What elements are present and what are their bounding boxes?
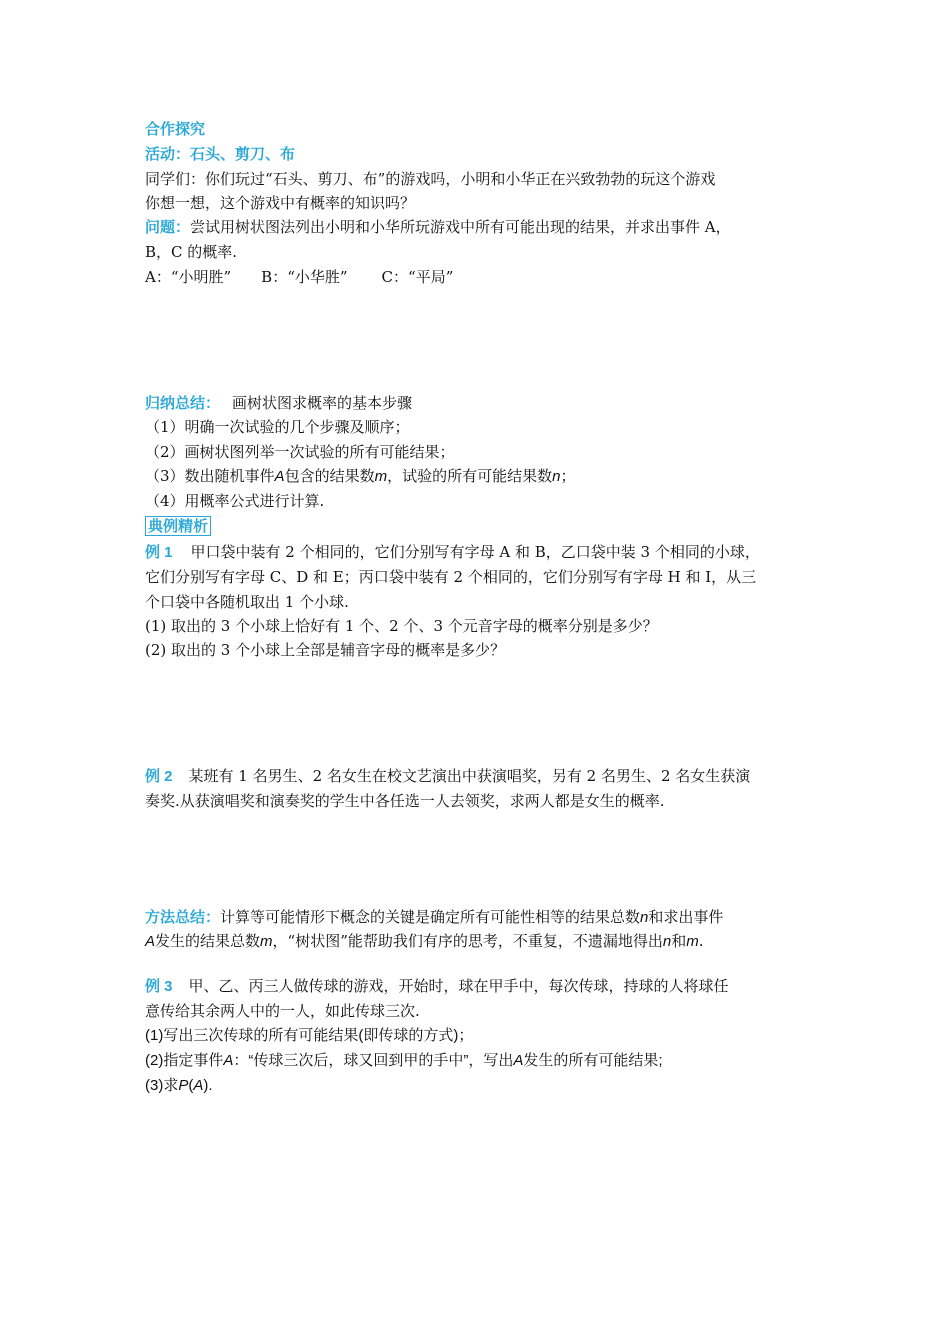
events-line xyxy=(145,266,810,288)
step3-var-a: A xyxy=(274,468,285,485)
step3-var-m: m xyxy=(374,468,388,485)
example1-line-3: 个口袋中各随机取出 1 个小球. xyxy=(145,593,349,611)
example3-line-2: 意传给其余两人中的一人，如此传球三次. xyxy=(145,1002,420,1020)
method-var-m2: m xyxy=(686,933,699,950)
example3-q2-text-c: 发生的所有可能结果; xyxy=(523,1052,663,1069)
summary-label: 归纳总结： xyxy=(145,394,221,412)
step3-text-b: 包含的结果数 xyxy=(284,467,375,485)
method-label: 方法总结： xyxy=(145,908,221,926)
step3-var-n: n xyxy=(552,468,561,485)
summary-title: 画树状图求概率的基本步骤 xyxy=(232,394,413,412)
example3-line-1 xyxy=(145,975,810,998)
method-text-2c: 和 xyxy=(671,932,687,950)
summary-step-2: （2）画树状图列举一次试验的所有可能结果； xyxy=(145,443,455,461)
example1-line-1 xyxy=(145,541,810,564)
method-var-a: A xyxy=(145,933,156,950)
method-var-m: m xyxy=(260,933,273,950)
intro-line-1: 同学们：你们玩过“石头、剪刀、布”的游戏吗，小明和小华正在兴致勃勃的玩这个游戏 xyxy=(145,170,716,188)
method-text-2b: ，“树状图”能帮助我们有序的思考，不重复，不遗漏地得出 xyxy=(272,932,663,950)
example2-line-2: 奏奖.从获演唱奖和演奏奖的学生中各任选一人去领奖，求两人都是女生的概率. xyxy=(145,792,665,810)
examples-header: 典例精析 xyxy=(145,516,211,536)
step3-text-a: （3）数出随机事件 xyxy=(145,467,275,485)
method-text-1a: 计算等可能情形下概念的关键是确定所有可能性相等的结果总数 xyxy=(220,908,641,926)
question-line-1 xyxy=(145,216,810,238)
example2-text-1: 某班有 1 名男生、2 名女生在校文艺演出中获演唱奖，另有 2 名男生、2 名女生获演 xyxy=(188,767,751,785)
example3-q2-var-a2: A xyxy=(513,1052,524,1069)
question-line-2: B，C 的概率. xyxy=(145,243,238,261)
activity-title: 活动：石头、剪刀、布 xyxy=(145,145,296,163)
section-title: 合作探究 xyxy=(145,120,206,138)
event-c: C：“平局” xyxy=(381,268,454,286)
example1-question-2: (2) 取出的 3 个小球上全部是辅音字母的概率是多少？ xyxy=(145,641,506,659)
example3-q3-var-p: P xyxy=(178,1077,189,1094)
example1-label: 例 1 xyxy=(145,544,173,561)
method-text-2d: . xyxy=(698,932,704,950)
example3-q2-var-a: A xyxy=(223,1052,234,1069)
example2-line-1 xyxy=(145,765,810,788)
examples-header-row xyxy=(145,515,810,537)
example3-q2-text-b: ：“传球三次后，球又回到甲的手中”，写出 xyxy=(233,1052,514,1069)
example3-question-3 xyxy=(145,1075,810,1097)
question-text: 尝试用树状图法列出小明和小华所玩游戏中所有可能出现的结果，并求出事件 A， xyxy=(190,218,731,236)
question-label: 问题： xyxy=(145,218,191,236)
example3-q3-var-a: A xyxy=(193,1077,204,1094)
example1-line-2: 它们分别写有字母 C、D 和 E；丙口袋中装有 2 个相同的，它们分别写有字母 H 和 I，从三 xyxy=(145,568,757,586)
step3-text-d: ； xyxy=(560,467,576,485)
example1-text-1: 甲口袋中装有 2 个相同的，它们分别写有字母 A 和 B，乙口袋中装 3 个相同的小球， xyxy=(190,543,760,561)
event-b: B：“小华胜” xyxy=(261,268,348,286)
example3-q2-text-a: (2)指定事件 xyxy=(145,1052,224,1069)
summary-step-3 xyxy=(145,465,810,488)
summary-step-4: （4）用概率公式进行计算. xyxy=(145,492,325,510)
method-var-n: n xyxy=(640,909,649,926)
event-a: A：“小明胜” xyxy=(145,268,232,286)
example3-question-1: (1)写出三次传球的所有可能结果(即传球的方式)； xyxy=(145,1027,474,1044)
example3-q3-text-a: (3)求 xyxy=(145,1077,179,1094)
method-line-1 xyxy=(145,906,810,929)
summary-step-1: （1）明确一次试验的几个步骤及顺序； xyxy=(145,418,410,436)
example3-q3-text-c: ). xyxy=(203,1077,213,1094)
example3-label: 例 3 xyxy=(145,978,173,995)
method-line-2 xyxy=(145,930,810,953)
summary-heading xyxy=(145,392,810,414)
method-var-n2: n xyxy=(662,933,672,950)
example3-q3-text-b: ( xyxy=(188,1077,194,1094)
example2-label: 例 2 xyxy=(145,768,173,785)
intro-line-2: 你想一想，这个游戏中有概率的知识吗？ xyxy=(145,194,416,212)
method-text-2a: 发生的结果总数 xyxy=(155,932,261,950)
step3-text-c: ，试验的所有可能结果数 xyxy=(387,467,553,485)
example1-question-1: (1) 取出的 3 个小球上恰好有 1 个、2 个、3 个元音字母的概率分别是多少？ xyxy=(145,617,658,635)
example3-text-1: 甲、乙、丙三人做传球的游戏，开始时，球在甲手中，每次传球，持球的人将球任 xyxy=(188,977,729,995)
method-text-1b: 和求出事件 xyxy=(648,908,724,926)
example3-question-2 xyxy=(145,1050,810,1072)
